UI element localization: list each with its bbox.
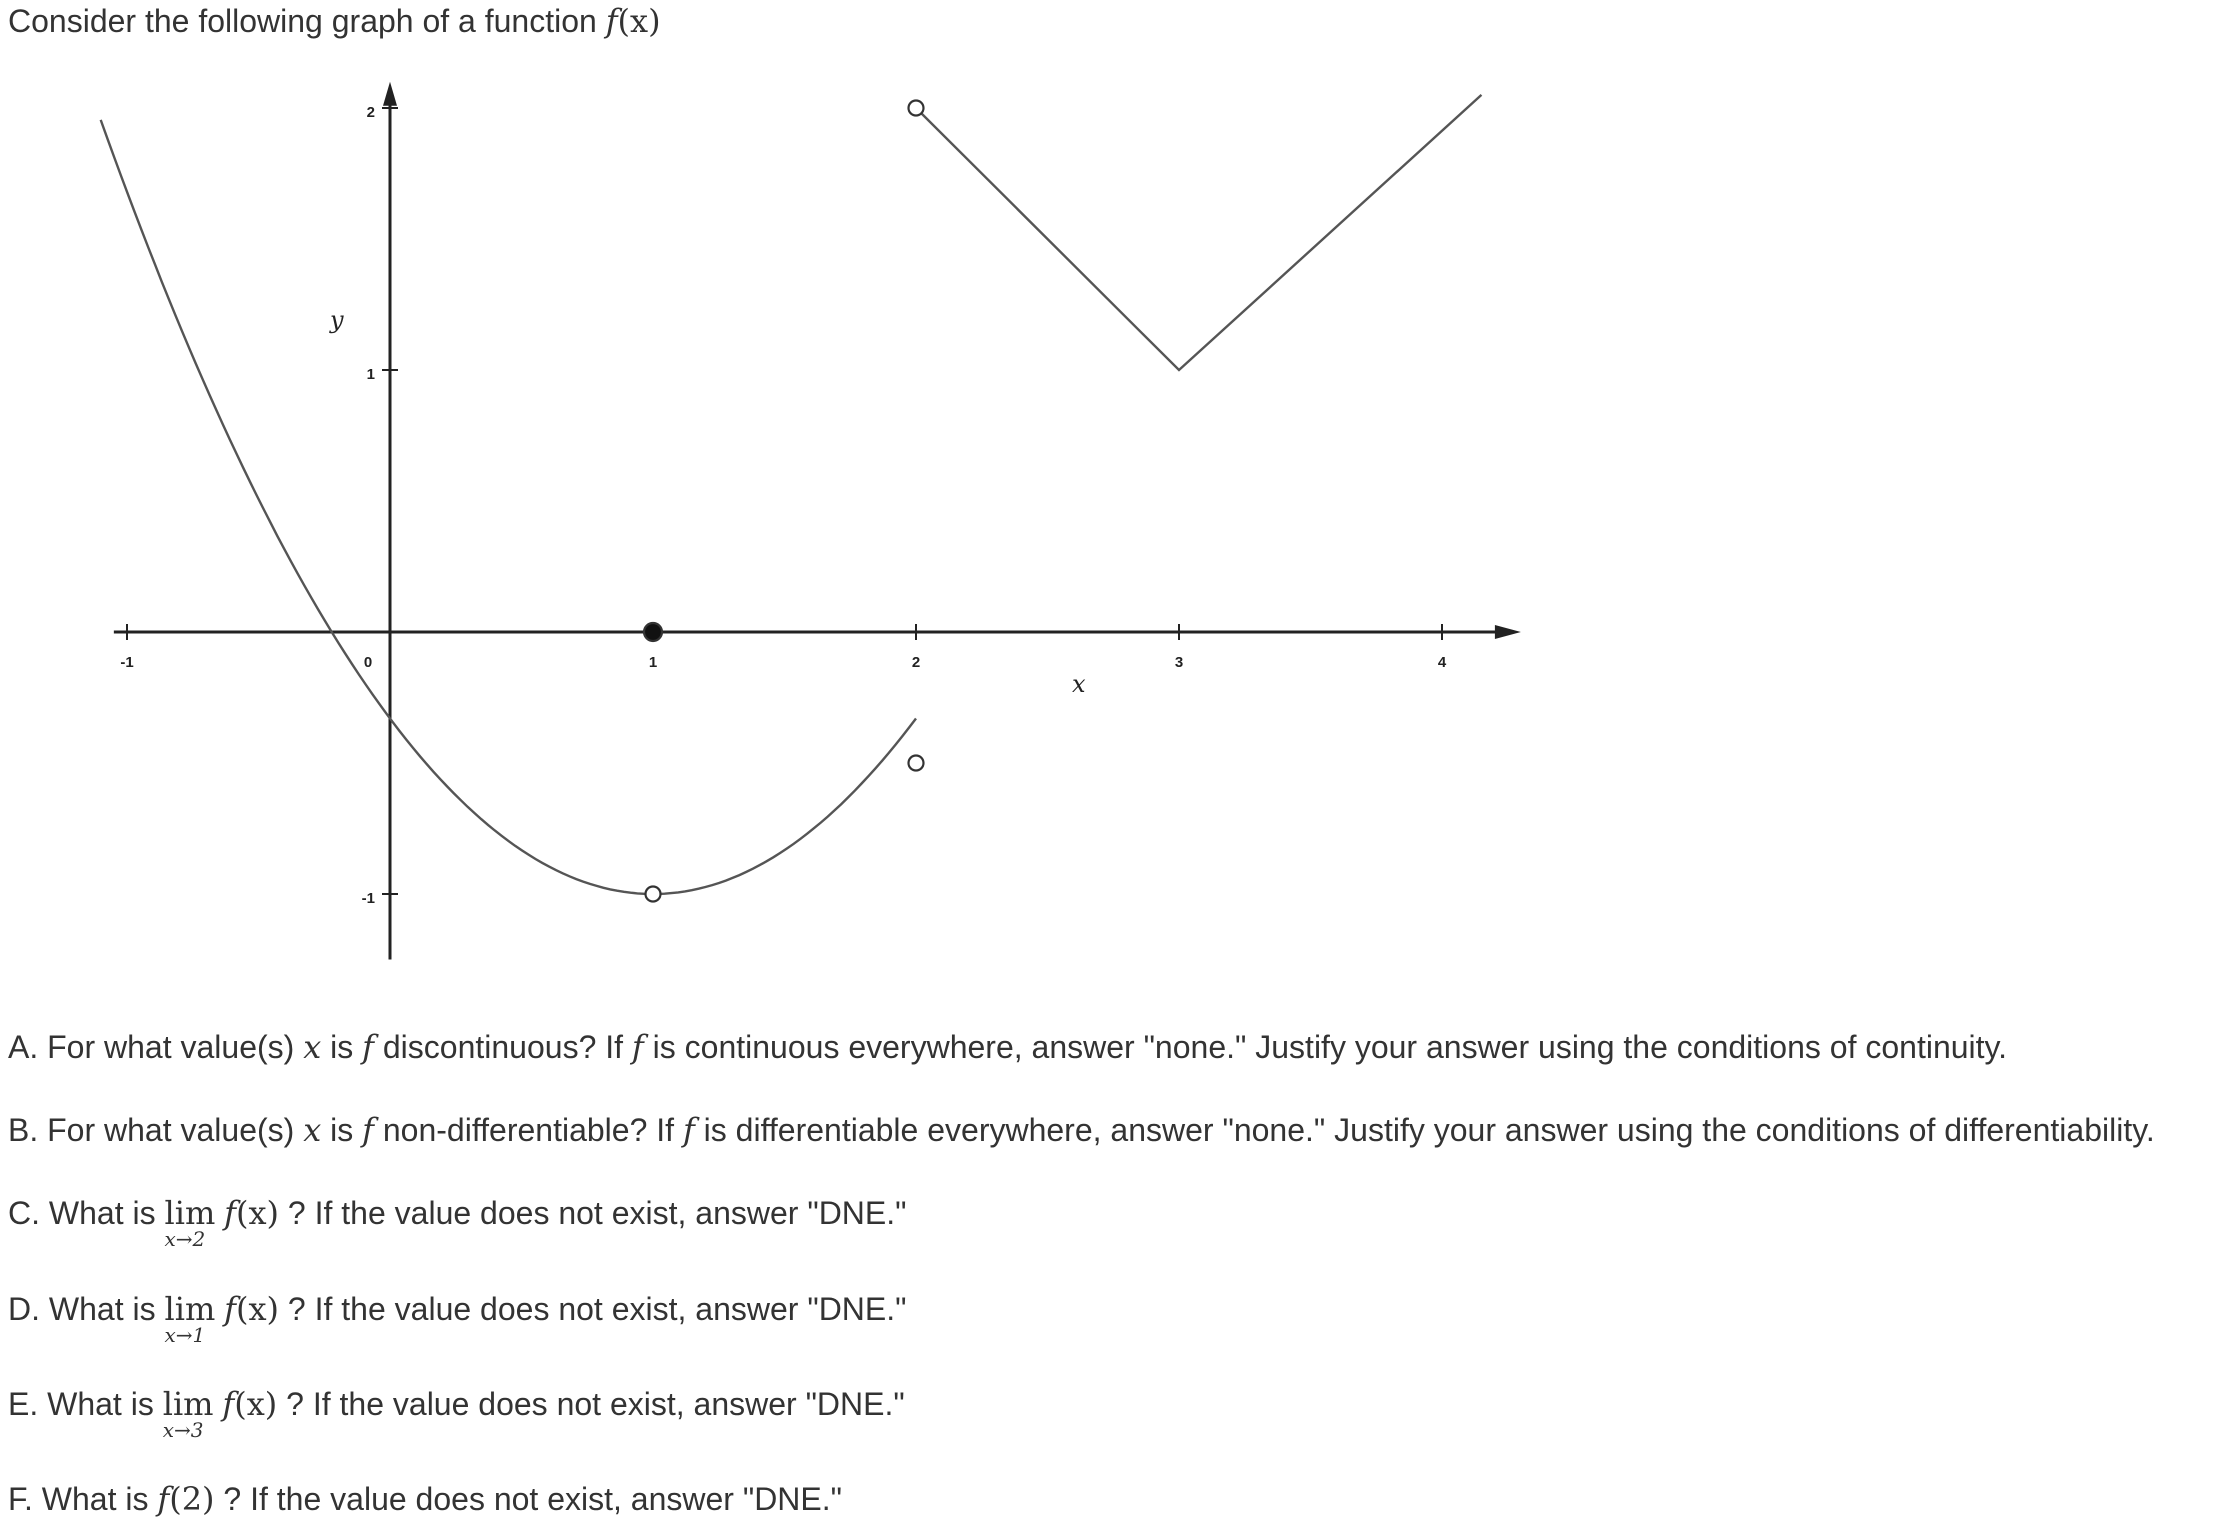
- open-point: [646, 887, 661, 902]
- x-axis-arrow: [1495, 625, 1521, 639]
- x-tick-label: 1: [648, 654, 658, 671]
- question-d: D. What is lim x→1 f(x) ? If the value does not exist, answer "DNE.": [8, 1290, 907, 1347]
- x-tick-label: -1: [120, 654, 134, 671]
- open-point: [909, 101, 924, 116]
- points: [644, 101, 924, 902]
- y-tick-label: 1: [366, 366, 375, 383]
- filled-point: [644, 623, 662, 641]
- x-axis-label: x: [1072, 670, 1086, 698]
- ticks: [120, 104, 1447, 907]
- y-tick-label: -1: [361, 890, 375, 907]
- series-curve: [101, 120, 916, 894]
- x-tick-label: 0: [363, 654, 373, 671]
- y-axis-arrow: [383, 82, 397, 106]
- x-tick-label: 3: [1174, 654, 1184, 671]
- x-tick-label: 4: [1437, 654, 1447, 671]
- axes: [114, 82, 1521, 960]
- x-tick-label: 2: [911, 654, 921, 671]
- question-a: A. For what value(s) x is f discontinuous? If f is continuous everywhere, answer "none." Justify your answer using the conditions of continuity.: [8, 1028, 2008, 1066]
- open-point: [909, 756, 924, 771]
- question-c: C. What is lim x→2 f(x) ? If the value does not exist, answer "DNE.": [8, 1194, 907, 1251]
- question-e: E. What is lim x→3 f(x) ? If the value does not exist, answer "DNE.": [8, 1385, 905, 1442]
- question-b: B. For what value(s) x is f non-differentiable? If f is differentiable everywhere, answer "none." Justify your answer using the conditions of differentiability.: [8, 1111, 2155, 1149]
- intro-text: Consider the following graph of a function f(x): [8, 2, 661, 40]
- series-v-shape: [916, 95, 1481, 370]
- y-axis-label: y: [330, 306, 344, 334]
- curves: [101, 95, 1482, 894]
- question-f: F. What is f(2) ? If the value does not exist, answer "DNE.": [8, 1480, 842, 1518]
- y-tick-label: 2: [366, 104, 375, 121]
